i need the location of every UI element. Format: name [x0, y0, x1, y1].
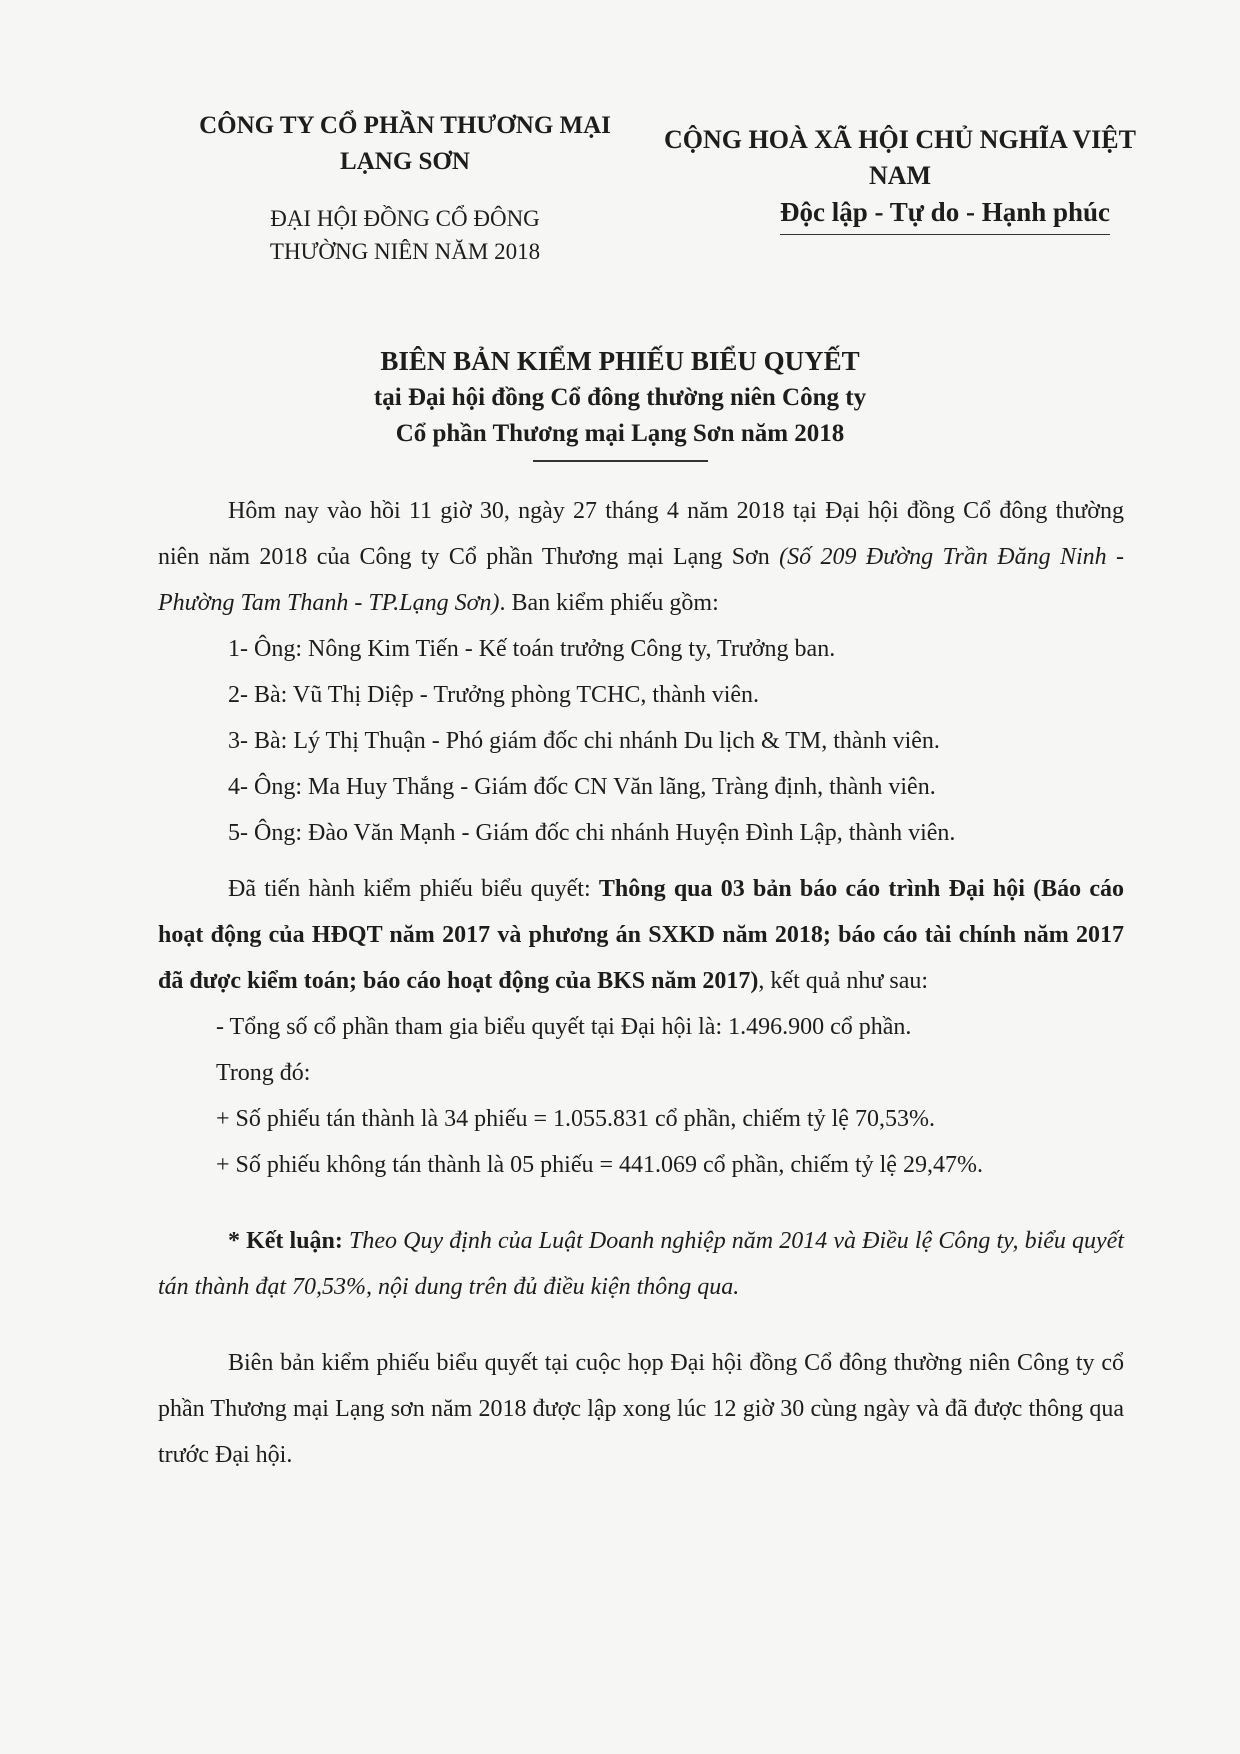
approve-result: + Số phiếu tán thành là 34 phiếu = 1.055.831 cổ phần, chiếm tỷ lệ 70,53%.	[216, 1106, 935, 1132]
meeting-name-line1: ĐẠI HỘI ĐỒNG CỔ ĐÔNG	[270, 206, 540, 231]
meeting-name-line2: THƯỜNG NIÊN NĂM 2018	[269, 239, 541, 264]
company-name-line2: LẠNG SƠN	[340, 148, 470, 175]
vote-subject: Thông qua 03 bản báo cáo trình Đại hội (Báo cáo hoạt động của HĐQT năm 2017 và phương án SXKD năm 2018; báo cáo tài chính năm 2017 đã được kiểm toán; báo cáo hoạt động của BKS năm 2017)	[158, 876, 1124, 994]
vote-paragraph	[158, 866, 1124, 1004]
intro-address: (Số 209 Đường Trần Đăng Ninh - Phường Tam Thanh - TP.Lạng Sơn)	[158, 544, 1125, 616]
conclusion-label: * Kết luận:	[228, 1228, 343, 1254]
national-title: CỘNG HOÀ XÃ HỘI CHỦ NGHĨA VIỆT NAM	[664, 125, 1136, 190]
title-line3: Cổ phần Thương mại Lạng Sơn năm 2018	[395, 420, 845, 447]
committee-member: 1- Ông: Nông Kim Tiến - Kế toán trưởng Công ty, Trưởng ban.	[228, 636, 836, 662]
disapprove-result: + Số phiếu không tán thành là 05 phiếu = 441.069 cổ phần, chiếm tỷ lệ 29,47%.	[216, 1152, 983, 1178]
conclusion-paragraph	[158, 1218, 1124, 1310]
committee-member: 5- Ông: Đào Văn Mạnh - Giám đốc chi nhánh Huyện Đình Lập, thành viên.	[228, 820, 956, 846]
committee-member: 2- Bà: Vũ Thị Diệp - Trưởng phòng TCHC, thành viên.	[228, 682, 760, 708]
company-name-line1: CÔNG TY CỔ PHẦN THƯƠNG MẠI	[199, 112, 611, 139]
intro-tail: . Ban kiểm phiếu gồm:	[499, 590, 719, 616]
document-body	[158, 488, 1124, 1478]
intro-paragraph	[158, 488, 1124, 626]
title-underline	[533, 460, 708, 462]
vote-lead: Đã tiến hành kiểm phiếu biểu quyết:	[228, 876, 599, 902]
total-shares: - Tổng số cổ phần tham gia biểu quyết tại Đại hội là: 1.496.900 cổ phần.	[216, 1014, 912, 1040]
title-line1: BIÊN BẢN KIỂM PHIẾU BIỂU QUYẾT	[380, 346, 860, 376]
title-line2: tại Đại hội đồng Cổ đông thường niên Công ty	[373, 384, 867, 411]
breakdown-label: Trong đó:	[216, 1060, 311, 1086]
committee-member: 3- Bà: Lý Thị Thuận - Phó giám đốc chi nhánh Du lịch & TM, thành viên.	[228, 728, 940, 754]
intro-text: Hôm nay vào hồi 11 giờ 30, ngày 27 tháng 4 năm 2018 tại Đại hội đồng Cổ đông thường niên năm 2018 của Công ty Cổ phần Thương mại Lạng Sơn	[158, 498, 1124, 570]
issuer-header	[190, 108, 620, 268]
national-header	[640, 122, 1160, 235]
closing-paragraph: Biên bản kiểm phiếu biểu quyết tại cuộc họp Đại hội đồng Cổ đông thường niên Công ty cổ phần Thương mại Lạng sơn năm 2018 được lập xong lúc 12 giờ 30 cùng ngày và đã được thông qua trước Đại hội.	[158, 1350, 1124, 1468]
vote-tail: , kết quả như sau:	[758, 968, 929, 994]
document-title	[340, 342, 900, 462]
committee-member: 4- Ông: Ma Huy Thắng - Giám đốc CN Văn lãng, Tràng định, thành viên.	[228, 774, 936, 800]
conclusion-text: Theo Quy định của Luật Doanh nghiệp năm 2014 và Điều lệ Công ty, biểu quyết tán thành đạt 70,53%, nội dung trên đủ điều kiện thông qua.	[158, 1228, 1124, 1300]
national-motto: Độc lập - Tự do - Hạnh phúc	[780, 194, 1110, 235]
